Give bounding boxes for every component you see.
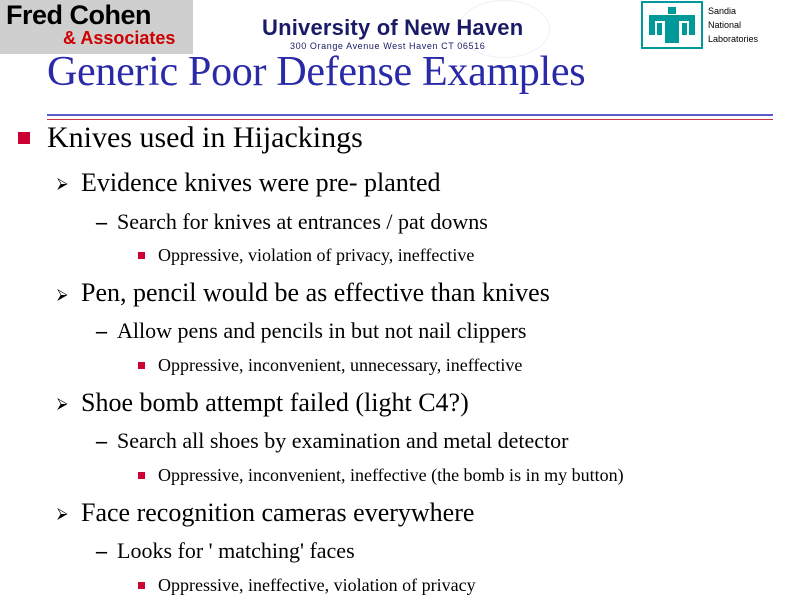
- section-assessment: Oppressive, inconvenient, unnecessary, ineffective: [158, 355, 523, 375]
- section-point: Evidence knives were pre- planted: [81, 168, 441, 197]
- section-response: Looks for ' matching' faces: [117, 538, 355, 563]
- university-name: University of New Haven: [262, 15, 524, 40]
- section-point: Shoe bomb attempt failed (light C4?): [81, 388, 469, 417]
- section-point: Pen, pencil would be as effective than knives: [81, 278, 550, 307]
- sandia-line: National: [708, 20, 742, 30]
- section-response: Allow pens and pencils in but not nail clippers: [117, 318, 527, 343]
- arrow-bullet-icon: ⮚: [57, 504, 68, 522]
- section-assessment: Oppressive, inconvenient, ineffective (the bomb is in my button): [158, 465, 624, 485]
- section-response: Search for knives at entrances / pat downs: [117, 209, 488, 234]
- arrow-bullet-icon: ⮚: [57, 394, 68, 412]
- fred-cohen-logo: [0, 0, 193, 54]
- slide-title: Generic Poor Defense Examples: [47, 49, 586, 95]
- topic-heading: Knives used in Hijackings: [47, 121, 363, 154]
- dash-bullet-icon: –: [96, 428, 107, 453]
- dash-bullet-icon: –: [96, 538, 107, 563]
- university-address: 300 Orange Avenue West Haven CT 06516: [290, 41, 486, 51]
- title-divider: [47, 114, 773, 116]
- fred-cohen-name: Fred Cohen: [6, 0, 152, 30]
- sandia-thunderbird-icon: [641, 1, 703, 49]
- arrow-bullet-icon: ⮚: [57, 285, 68, 303]
- university-logo: [258, 2, 548, 54]
- dash-bullet-icon: –: [96, 209, 107, 234]
- section-assessment: Oppressive, violation of privacy, ineffective: [158, 245, 475, 265]
- square-bullet-icon: [18, 132, 30, 144]
- sandia-line: Laboratories: [708, 34, 759, 44]
- square-bullet-icon: [138, 252, 145, 259]
- square-bullet-icon: [138, 362, 145, 369]
- square-bullet-icon: [138, 582, 145, 589]
- section-response: Search all shoes by examination and metal detector: [117, 428, 569, 453]
- section-point: Face recognition cameras everywhere: [81, 498, 475, 527]
- sandia-label: [708, 4, 758, 46]
- section-assessment: Oppressive, ineffective, violation of privacy: [158, 575, 476, 595]
- fred-cohen-associates: & Associates: [63, 28, 176, 48]
- arrow-bullet-icon: ⮚: [57, 174, 68, 192]
- dash-bullet-icon: –: [96, 318, 107, 343]
- title-divider-accent: [47, 119, 773, 120]
- square-bullet-icon: [138, 472, 145, 479]
- sandia-line: Sandia: [708, 6, 737, 16]
